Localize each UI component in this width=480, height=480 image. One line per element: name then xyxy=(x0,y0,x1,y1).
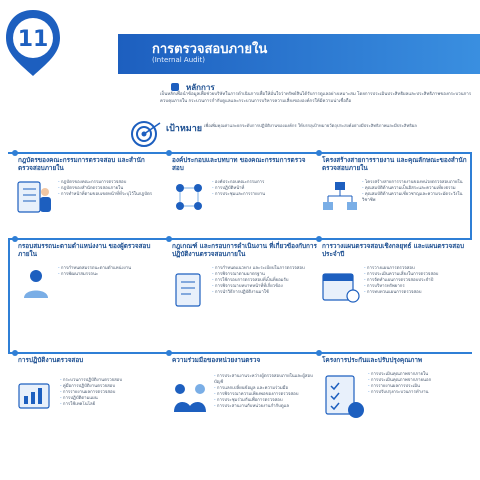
list-item: - การพิจารณาบทบาทหน้าที่ที่เกี่ยวข้อง xyxy=(212,284,314,290)
list-item: - กระบวนการปฏิบัติงานตรวจสอบ xyxy=(60,378,164,384)
list-item: - องค์ประกอบคณะกรรมการ xyxy=(212,180,312,186)
org-structure-icon xyxy=(322,180,358,220)
quality-assurance-icon xyxy=(318,372,366,422)
step-title-3: โครงสร้างสายการรายงาน และคุณลักษณะของสำนักตรวจสอบภายใน xyxy=(322,156,467,172)
step-title-2: องค์ประกอบและบทบาท ของคณะกรรมการตรวจสอบ xyxy=(172,156,306,172)
list-item: - กฎบัตรของสำนักตรวจสอบภายใน xyxy=(58,186,162,192)
step-list-9 xyxy=(368,372,474,396)
flow-line-left xyxy=(8,238,10,352)
team-roles-icon xyxy=(170,178,208,216)
list-item: - การบริหารทรัพยากร xyxy=(364,284,472,290)
list-item: - การประสานงานระหว่างผู้ตรวจสอบภายในและผู้สอบบัญชี xyxy=(214,374,314,386)
principle-text: เป็นหลักเพื่อนำข้อมูลเพื่อช่วยบริษัทในการดำเนินการเพื่อให้มั่นใจว่าทรัพย์สินได้รับการดูแลอย่างเหมาะสม โดยการประเมินประสิทธิผลและประสิทธิภาพของกระบวนการควบคุมภายใน กระบวนการกำกับดูแลและกระบวนการบริหารความเสี่ยงขององค์กรให้มีความน่าเชื่อถือ xyxy=(160,92,472,104)
list-item: - การประสานงานกับหน่วยงานกำกับดูแล xyxy=(214,404,314,410)
list-item: - การทบทวนแผนการตรวจสอบ xyxy=(364,290,472,296)
list-item: - การนำวิธีการปฏิบัติงานมาใช้ xyxy=(212,290,314,296)
list-item: - การปรับปรุงกระบวนการทำงาน xyxy=(368,390,474,396)
list-item: - การแลกเปลี่ยนข้อมูล และความร่วมมือ xyxy=(214,386,314,392)
list-item: - การกำหนดสมรรถนะตามตำแหน่งงาน xyxy=(58,266,162,272)
list-item: - คุณสมบัติด้านความเชี่ยวชาญและความระมัดระวังในวิชาชีพ xyxy=(362,192,472,204)
competency-icon xyxy=(18,266,54,302)
step-title-4: กรอบสมรรถนะตามตำแหน่งงาน ของผู้ตรวจสอบภายใน xyxy=(18,242,151,258)
list-item: - การปฏิบัติหน้าที่ xyxy=(212,186,312,192)
step-list-3 xyxy=(362,180,472,204)
principle-bullet-icon xyxy=(170,82,180,92)
step-list-1 xyxy=(58,180,162,198)
step-title-6: การวางแผนตรวจสอบเชิงกลยุทธ์ และแผนตรวจสอบประจำปี xyxy=(322,242,465,258)
rules-framework-icon xyxy=(170,270,208,310)
list-item: - การกำหนดแนวทาง และระเบียบในการตรวจสอบ xyxy=(212,266,314,272)
step-list-8 xyxy=(214,374,314,410)
list-item: - การพิจารณาตามมาตรฐาน xyxy=(212,272,314,278)
list-item: - การประชุมร่วมกันเพื่อการตรวจสอบ xyxy=(214,398,314,404)
step-list-2 xyxy=(212,180,312,198)
list-item: - การรายงานผลการตรวจสอบ xyxy=(60,390,164,396)
list-item: - การใช้เทคโนโลยี xyxy=(60,402,164,408)
page-title: การตรวจสอบภายใน xyxy=(152,42,268,57)
list-item: - การจัดทำแผนการตรวจสอบประจำปี xyxy=(364,278,472,284)
audit-chart-icon xyxy=(16,378,56,418)
flow-line-row-3 xyxy=(8,352,472,354)
list-item: - การประเมินคุณภาพจากภายนอก xyxy=(368,378,474,384)
principle-heading: หลักการ xyxy=(186,83,215,92)
calendar-plan-icon xyxy=(320,268,360,304)
goal-text: เพื่อเพิ่มคุณค่าและยกระดับการปฏิบัติงานขององค์กร ให้บรรลุเป้าหมายวัตถุประสงค์อย่างมีประสิทธิภาพและมีประสิทธิผล xyxy=(204,123,417,128)
step-title-7: การปฏิบัติงานตรวจสอบ xyxy=(18,356,84,364)
step-list-5 xyxy=(212,266,314,296)
step-title-5: กฎเกณฑ์ และกรอบการดำเนินงาน ที่เกี่ยวข้องกับการปฏิบัติงานตรวจสอบภายใน xyxy=(172,242,317,258)
list-item: - การทำหน้าที่ตามขอบเขตหน้าที่ที่ระบุไว้ในกฎบัตร xyxy=(58,192,162,198)
list-item: - การปฏิบัติตามแผน xyxy=(60,396,164,402)
step-list-6 xyxy=(364,266,472,296)
flow-line-row-1 xyxy=(8,152,472,154)
list-item: - การพัฒนาสมรรถนะ xyxy=(58,272,162,278)
list-item: - การพิจารณาความเพียงพอของการตรวจสอบ xyxy=(214,392,314,398)
list-item: - คุณสมบัติด้านความเป็นอิสระและความเที่ยงธรรม xyxy=(362,186,472,192)
section-number: 11 xyxy=(17,27,49,52)
section-number-badge xyxy=(2,8,64,78)
list-item: - การใช้กรอบการตรวจสอบที่เป็นที่ยอมรับ xyxy=(212,278,314,284)
step-title-9: โครงการประกันและปรับปรุงคุณภาพ xyxy=(322,356,423,364)
step-list-4 xyxy=(58,266,162,278)
list-item: - การรายงานผลการประเมิน xyxy=(368,384,474,390)
list-item: - การวางแผนการตรวจสอบ xyxy=(364,266,472,272)
flow-line-row-2 xyxy=(8,238,472,240)
goal-heading: เป้าหมาย xyxy=(166,124,203,134)
step-title-8: ความร่วมมือของหน่วยงานตรวจ xyxy=(172,356,261,364)
page-subtitle: (Internal Audit) xyxy=(152,56,206,64)
step-list-7 xyxy=(60,378,164,408)
step-title-1: กฎบัตรของคณะกรรมการตรวจสอบ และสำนักตรวจสอบภายใน xyxy=(18,156,145,172)
list-item: - การประชุมและการรายงาน xyxy=(212,192,312,198)
document-checklist-icon xyxy=(14,178,54,218)
list-item: - การประเมินคุณภาพจากภายใน xyxy=(368,372,474,378)
list-item: - การประเมินความเสี่ยงในการตรวจสอบ xyxy=(364,272,472,278)
list-item: - โครงสร้างสายการรายงานของหน่วยตรวจสอบภายใน xyxy=(362,180,472,186)
list-item: - กฎบัตรของคณะกรรมการตรวจสอบ xyxy=(58,180,162,186)
target-icon xyxy=(130,120,162,148)
list-item: - คู่มือการปฏิบัติงานตรวจสอบ xyxy=(60,384,164,390)
cooperation-handshake-icon xyxy=(170,380,210,416)
